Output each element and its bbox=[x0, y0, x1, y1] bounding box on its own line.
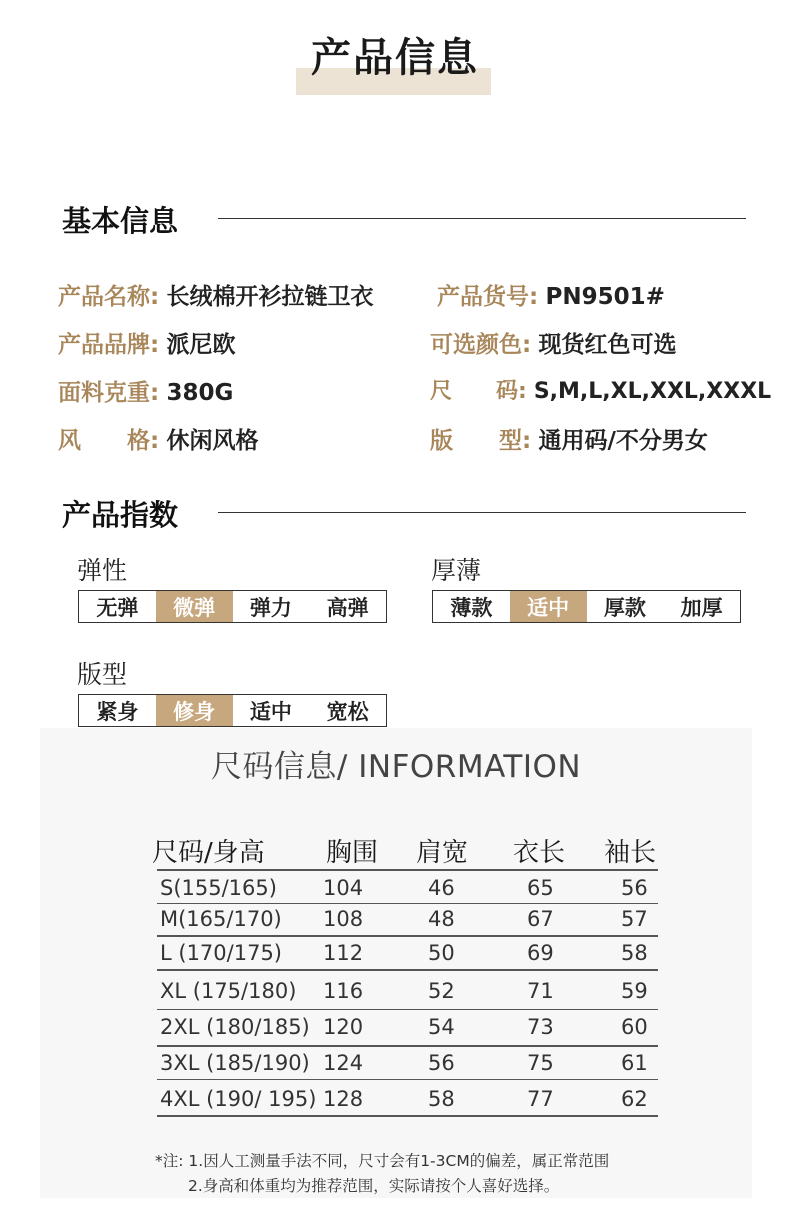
shoulder-cell: 50 bbox=[428, 941, 455, 965]
table-row-rule bbox=[157, 1079, 658, 1080]
sleeve-cell: 57 bbox=[621, 907, 648, 931]
sleeve-cell: 62 bbox=[621, 1087, 648, 1111]
chest-cell: 112 bbox=[323, 941, 364, 965]
chest-cell: 116 bbox=[323, 979, 364, 1003]
fit-option-selected: 修身 bbox=[156, 695, 233, 726]
col-header-chest: 胸围 bbox=[326, 838, 379, 868]
size-cell: M(165/170) bbox=[160, 907, 282, 931]
size-note-1: *注: 1.因人工测量手法不同，尺寸会有1-3CM的偏差，属正常范围 bbox=[155, 1152, 610, 1170]
product-index-divider bbox=[218, 512, 746, 513]
size-cell: XL (175/180) bbox=[160, 979, 297, 1003]
thickness-title: 厚薄 bbox=[431, 556, 482, 585]
elasticity-option-selected: 微弹 bbox=[156, 591, 233, 622]
shoulder-cell: 46 bbox=[428, 876, 455, 900]
fit-scale bbox=[78, 694, 387, 727]
elasticity-option: 弹力 bbox=[249, 595, 292, 620]
thickness-scale bbox=[432, 590, 741, 623]
table-row-rule bbox=[157, 969, 658, 971]
fit-option: 紧身 bbox=[96, 699, 139, 724]
size-note-2: 2.身高和体重均为推荐范围，实际请按个人喜好选择。 bbox=[188, 1177, 560, 1195]
elasticity-title: 弹性 bbox=[77, 556, 128, 585]
fit-title: 版型 bbox=[77, 660, 128, 689]
length-cell: 65 bbox=[527, 876, 554, 900]
table-row-rule bbox=[157, 903, 658, 904]
shoulder-cell: 58 bbox=[428, 1087, 455, 1111]
fit-option: 适中 bbox=[249, 699, 292, 724]
shoulder-cell: 54 bbox=[428, 1015, 455, 1039]
shoulder-cell: 48 bbox=[428, 907, 455, 931]
size-cell: 4XL (190/ 195) bbox=[160, 1087, 317, 1111]
length-cell: 73 bbox=[527, 1015, 554, 1039]
basic-info-title: 基本信息 bbox=[62, 204, 179, 238]
length-cell: 71 bbox=[527, 979, 554, 1003]
chest-cell: 124 bbox=[323, 1051, 364, 1075]
length-cell: 75 bbox=[527, 1051, 554, 1075]
elasticity-option: 无弹 bbox=[96, 595, 139, 620]
info-fit: 版 型: 通用码/不分男女 bbox=[430, 428, 708, 454]
chest-cell: 108 bbox=[323, 907, 364, 931]
chest-cell: 120 bbox=[323, 1015, 364, 1039]
elasticity-option: 高弹 bbox=[326, 595, 369, 620]
sleeve-cell: 59 bbox=[621, 979, 648, 1003]
thickness-option: 薄款 bbox=[450, 595, 493, 620]
product-index-title: 产品指数 bbox=[62, 498, 179, 532]
basic-info-divider bbox=[218, 218, 746, 219]
thickness-option: 加厚 bbox=[680, 595, 723, 620]
info-product-name: 产品名称: 长绒棉开衫拉链卫衣 bbox=[58, 284, 374, 310]
sleeve-cell: 58 bbox=[621, 941, 648, 965]
length-cell: 69 bbox=[527, 941, 554, 965]
size-table-title: 尺码信息/ INFORMATION bbox=[210, 749, 582, 785]
info-weight: 面料克重: 380G bbox=[58, 380, 234, 406]
shoulder-cell: 52 bbox=[428, 979, 455, 1003]
table-row-rule bbox=[157, 1045, 658, 1047]
elasticity-scale bbox=[78, 590, 387, 623]
thickness-option-selected: 适中 bbox=[510, 591, 587, 622]
table-header-rule bbox=[157, 869, 658, 871]
sleeve-cell: 60 bbox=[621, 1015, 648, 1039]
info-style: 风 格: 休闲风格 bbox=[58, 428, 259, 454]
chest-cell: 104 bbox=[323, 876, 364, 900]
size-cell: 3XL (185/190) bbox=[160, 1051, 310, 1075]
page-title: 产品信息 bbox=[311, 35, 479, 81]
size-cell: L (170/175) bbox=[160, 941, 283, 965]
info-colors: 可选颜色: 现货红色可选 bbox=[430, 332, 677, 358]
length-cell: 77 bbox=[527, 1087, 554, 1111]
sleeve-cell: 61 bbox=[621, 1051, 648, 1075]
chest-cell: 128 bbox=[323, 1087, 364, 1111]
col-header-shoulder: 肩宽 bbox=[416, 838, 469, 868]
fit-option: 宽松 bbox=[326, 699, 369, 724]
size-cell: 2XL (180/185) bbox=[160, 1015, 310, 1039]
info-sizes: 尺 码: S,M,L,XL,XXL,XXXL bbox=[430, 379, 772, 404]
info-product-code: 产品货号: PN9501# bbox=[437, 284, 665, 310]
thickness-option: 厚款 bbox=[603, 595, 646, 620]
info-brand: 产品品牌: 派尼欧 bbox=[58, 332, 236, 358]
size-cell: S(155/165) bbox=[160, 876, 277, 900]
col-header-sleeve: 袖长 bbox=[604, 838, 657, 868]
col-header-length: 衣长 bbox=[513, 838, 566, 868]
sleeve-cell: 56 bbox=[621, 876, 648, 900]
table-row-rule bbox=[157, 1009, 658, 1010]
table-row-rule bbox=[157, 1115, 658, 1117]
table-row-rule bbox=[157, 935, 658, 937]
length-cell: 67 bbox=[527, 907, 554, 931]
col-header-size: 尺码/身高 bbox=[152, 838, 265, 868]
shoulder-cell: 56 bbox=[428, 1051, 455, 1075]
